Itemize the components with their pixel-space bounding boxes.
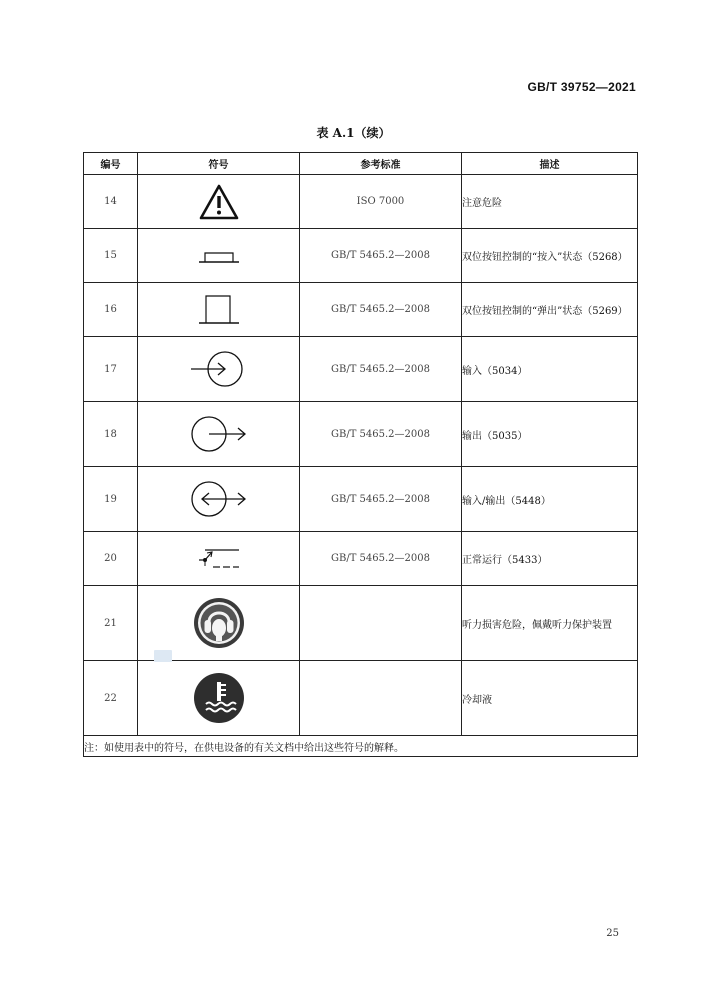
page-number: 25 — [606, 928, 619, 939]
symbol-cell — [138, 229, 300, 283]
row-number: 22 — [84, 661, 138, 736]
symbol-cell — [138, 402, 300, 467]
table-row — [84, 175, 638, 229]
output-icon — [189, 412, 249, 456]
row-number: 15 — [84, 229, 138, 283]
description: 双位按钮控制的“弹出”状态（5269） — [462, 283, 638, 337]
symbol-cell — [138, 661, 300, 736]
description: 输出（5035） — [462, 402, 638, 467]
warning-triangle-icon — [199, 184, 239, 220]
row-number: 17 — [84, 337, 138, 402]
description: 听力损害危险，佩戴听力保护装置 — [462, 586, 638, 661]
description: 双位按钮控制的“按入”状态（5268） — [462, 229, 638, 283]
column-header-reference: 参考标准 — [300, 153, 462, 175]
row-number: 18 — [84, 402, 138, 467]
description: 注意危险 — [462, 175, 638, 229]
reference-standard: GB/T 5465.2—2008 — [300, 532, 462, 586]
row-number: 19 — [84, 467, 138, 532]
table-row — [84, 467, 638, 532]
row-number: 21 — [84, 586, 138, 661]
symbol-cell — [138, 283, 300, 337]
symbol-cell — [138, 467, 300, 532]
symbol-table — [83, 152, 638, 757]
ear-protection-icon — [193, 597, 245, 649]
reference-standard: GB/T 5465.2—2008 — [300, 337, 462, 402]
description: 冷却液 — [462, 661, 638, 736]
push-button-out-icon — [197, 292, 241, 328]
table-row — [84, 402, 638, 467]
input-output-icon — [189, 477, 249, 521]
table-row — [84, 283, 638, 337]
row-number: 16 — [84, 283, 138, 337]
row-number: 20 — [84, 532, 138, 586]
push-button-in-icon — [197, 245, 241, 267]
reference-standard: GB/T 5465.2—2008 — [300, 283, 462, 337]
description: 输入/输出（5448） — [462, 467, 638, 532]
scan-stamp — [154, 650, 172, 662]
description: 正常运行（5433） — [462, 532, 638, 586]
table-row — [84, 337, 638, 402]
symbol-cell — [138, 337, 300, 402]
table-note: 注：如使用表中的符号，在供电设备的有关文档中给出这些符号的解释。 — [84, 736, 638, 757]
table-note-row — [84, 736, 638, 757]
column-header-description: 描述 — [462, 153, 638, 175]
coolant-icon — [193, 672, 245, 724]
symbol-cell — [138, 532, 300, 586]
reference-standard — [300, 586, 462, 661]
table-row — [84, 532, 638, 586]
reference-standard: ISO 7000 — [300, 175, 462, 229]
table-row — [84, 661, 638, 736]
reference-standard: GB/T 5465.2—2008 — [300, 229, 462, 283]
description: 输入（5034） — [462, 337, 638, 402]
reference-standard — [300, 661, 462, 736]
reference-standard: GB/T 5465.2—2008 — [300, 402, 462, 467]
table-row — [84, 229, 638, 283]
standard-code: GB/T 39752—2021 — [527, 80, 636, 94]
column-header-symbol: 符号 — [138, 153, 300, 175]
column-header-number: 编号 — [84, 153, 138, 175]
row-number: 14 — [84, 175, 138, 229]
input-icon — [189, 347, 249, 391]
symbol-cell — [138, 175, 300, 229]
table-caption: 表 A.1（续） — [316, 126, 391, 140]
table-header-row — [84, 153, 638, 175]
reference-standard: GB/T 5465.2—2008 — [300, 467, 462, 532]
normal-operation-icon — [195, 544, 243, 574]
